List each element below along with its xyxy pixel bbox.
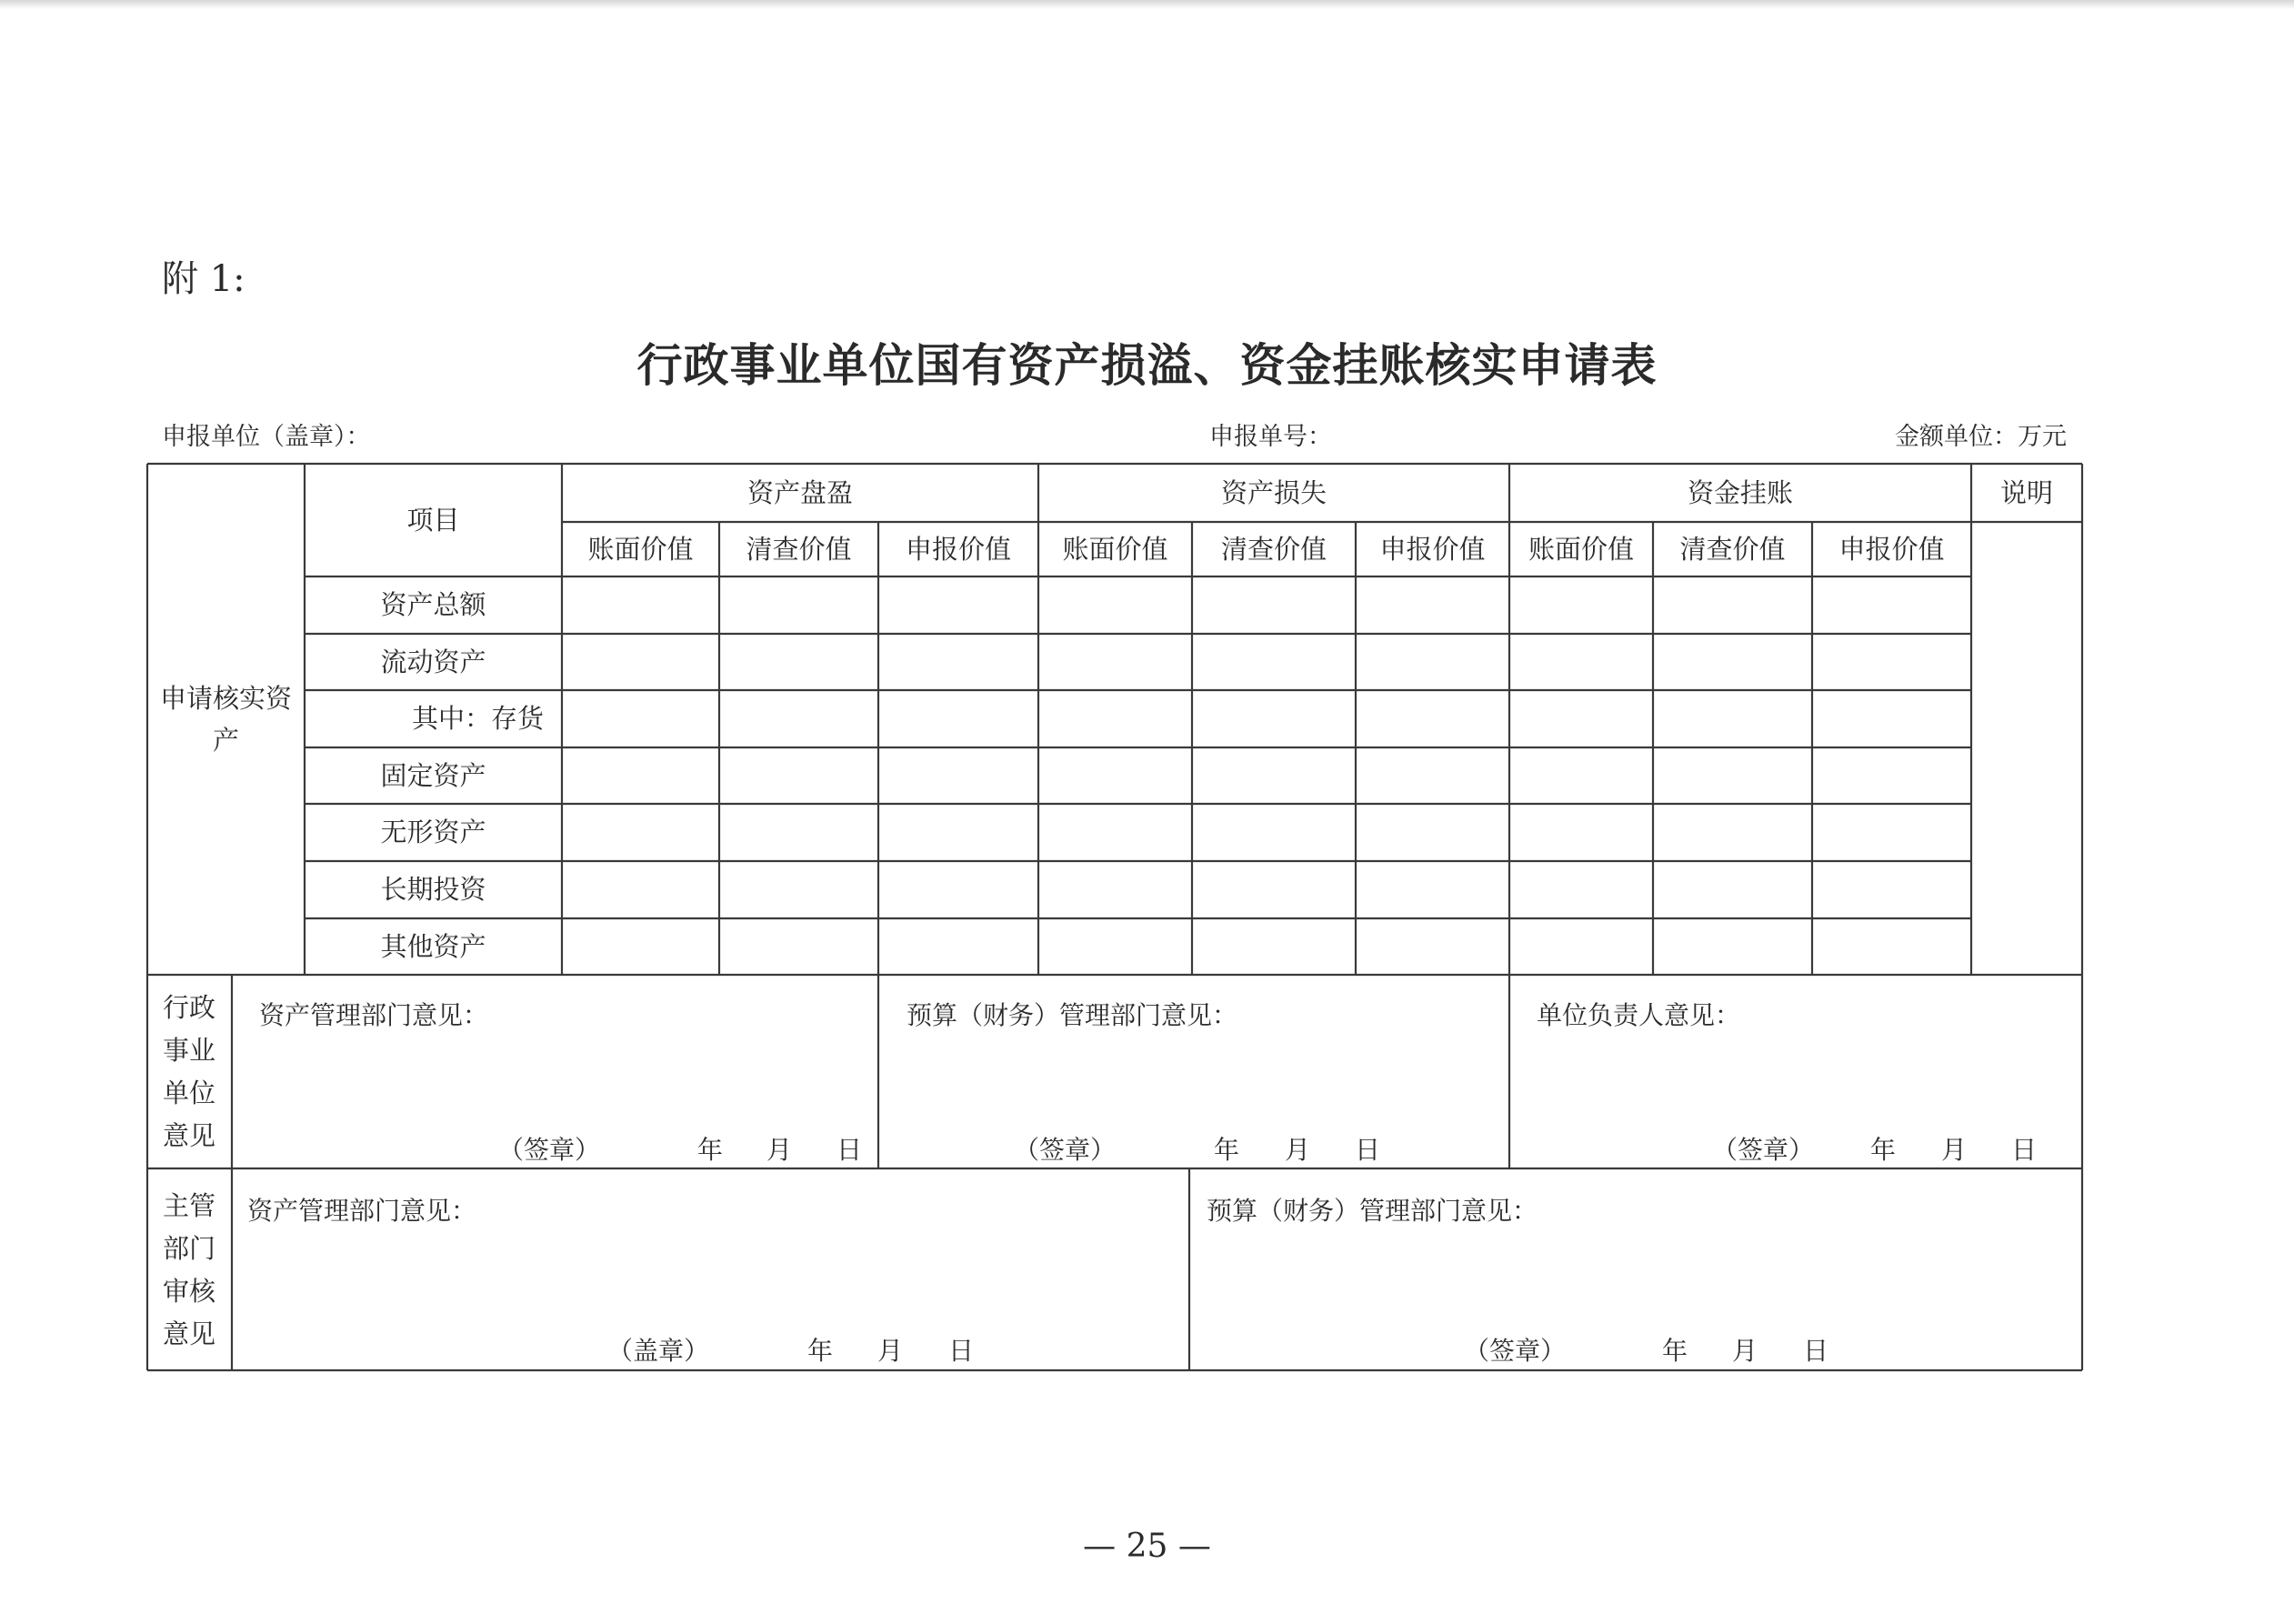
admin-unit-head-opinion: 单位负责人意见：: [1537, 1000, 1741, 1030]
super-asset-seal: （盖章）: [607, 1336, 710, 1366]
admin-budget-sign: （签章）: [1014, 1135, 1117, 1165]
super-asset-day: 日: [948, 1336, 975, 1366]
row-label-long-term-investment: 长期投资: [380, 874, 486, 906]
subcol-check-value: 清查价值: [1679, 533, 1786, 565]
admin-budget-year: 年: [1214, 1135, 1240, 1165]
admin-budget-month: 月: [1285, 1135, 1311, 1165]
group-header-suspense: 资金挂账: [1687, 476, 1793, 508]
annex-label: 附 1:: [162, 258, 245, 300]
supervisor-review-opinion-label: 主管部门审核意见: [162, 1190, 215, 1349]
admin-asset-month: 月: [766, 1135, 793, 1165]
subcol-check-value: 清查价值: [746, 533, 852, 565]
super-budget-sign: （签章）: [1464, 1336, 1567, 1366]
admin-budget-day: 日: [1355, 1135, 1381, 1165]
item-header: 项目: [406, 504, 460, 536]
form-title: 行政事业单位国有资产损溢、资金挂账核实申请表: [636, 338, 1658, 392]
subcol-book-value: 账面价值: [1528, 533, 1634, 565]
super-budget-year: 年: [1662, 1336, 1688, 1366]
admin-head-month: 月: [1941, 1135, 1968, 1165]
admin-asset-dept-opinion: 资产管理部门意见：: [259, 1000, 489, 1030]
admin-budget-dept-opinion: 预算（财务）管理部门意见：: [907, 1000, 1238, 1030]
admin-head-sign: （签章）: [1712, 1135, 1815, 1165]
admin-asset-year: 年: [697, 1135, 724, 1165]
admin-unit-opinion-label: 行政事业单位意见: [162, 992, 215, 1151]
row-label-current-assets: 流动资产: [380, 646, 486, 677]
subcol-book-value: 账面价值: [587, 533, 694, 565]
row-label-total-assets: 资产总额: [380, 589, 486, 621]
super-budget-day: 日: [1803, 1336, 1829, 1366]
super-budget-month: 月: [1732, 1336, 1758, 1366]
admin-head-year: 年: [1870, 1135, 1897, 1165]
admin-asset-sign: （签章）: [498, 1135, 601, 1165]
admin-asset-day: 日: [836, 1135, 863, 1165]
group-header-loss: 资产损失: [1220, 476, 1327, 508]
row-label-fixed-assets: 固定资产: [380, 759, 486, 791]
admin-head-day: 日: [2011, 1135, 2038, 1165]
subcol-declared-value: 申报价值: [905, 533, 1011, 565]
row-label-other-assets: 其他资产: [380, 930, 486, 962]
row-label-intangible-assets: 无形资产: [380, 817, 486, 848]
side-label-apply-assets: 申请核实资产: [159, 682, 292, 756]
amount-unit-label: 金额单位：万元: [1895, 423, 2067, 451]
super-asset-year: 年: [807, 1336, 834, 1366]
subcol-declared-value: 申报价值: [1379, 533, 1486, 565]
subcol-declared-value: 申报价值: [1838, 533, 1945, 565]
subcol-check-value: 清查价值: [1220, 533, 1327, 565]
row-label-inventory: 其中：存货: [411, 703, 544, 735]
super-asset-dept-opinion: 资产管理部门意见：: [247, 1196, 477, 1226]
super-asset-month: 月: [877, 1336, 904, 1366]
page-number: — 25 —: [1083, 1528, 1211, 1565]
note-header: 说明: [1999, 476, 2053, 508]
report-number-label: 申报单号：: [1209, 423, 1332, 451]
group-header-surplus: 资产盘盈: [746, 476, 853, 508]
subcol-book-value: 账面价值: [1062, 533, 1168, 565]
super-budget-dept-opinion: 预算（财务）管理部门意见：: [1207, 1196, 1538, 1226]
reporting-unit-label: 申报单位（盖章）：: [162, 423, 371, 451]
